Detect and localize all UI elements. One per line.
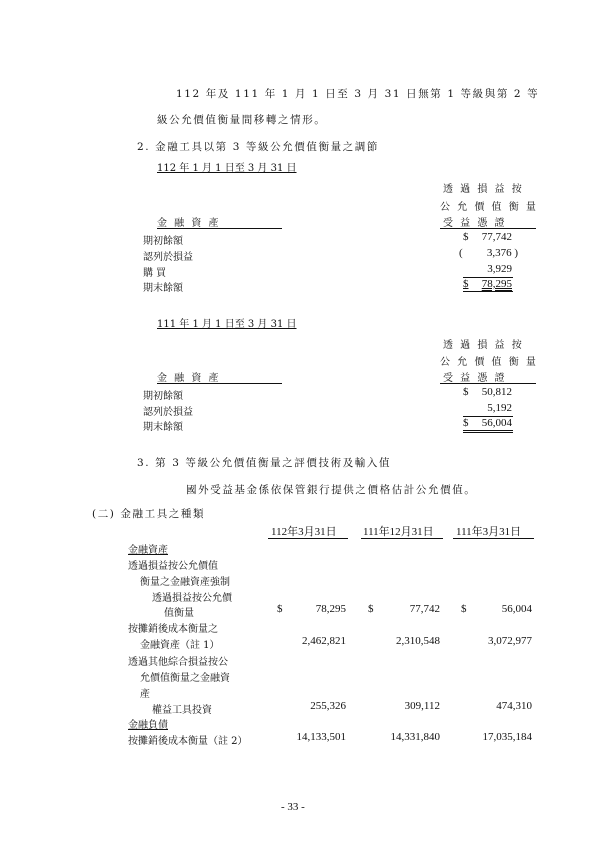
intro-line-2: 級公允價值衡量間移轉之情形。 [157,114,327,126]
row-1-label-line-2: 衡量之金融資產強制 [140,577,230,588]
col-header-2023-03-31: 112年3月31日 [271,526,337,538]
col-head-111-line-2: 公 允 價 值 衡 量 [440,357,538,368]
row-4-value-1: 14,133,501 [296,731,346,743]
row-4-value-3: 17,035,184 [482,731,532,743]
col-head-underline [440,383,536,384]
label-col-underline [157,383,282,384]
row-value: 56,004 [481,417,512,429]
financial-assets-header: 金融資產 [128,545,168,556]
currency-sign: $ [461,603,467,615]
row-value: 78,295 [481,278,512,290]
row-label: 期末餘額 [143,422,183,433]
currency-sign: $ [277,603,283,615]
row-1-label-line-1: 透過損益按公允價值 [128,561,218,572]
row-1-value-3: 56,004 [501,603,532,615]
row-1-value-1: 78,295 [315,603,346,615]
row-1-value-2: 77,742 [409,603,440,615]
row-label: 認列於損益 [143,252,193,263]
label-col-underline [157,228,282,229]
row-2-value-2: 2,310,548 [396,635,440,647]
row-3-label-line-2: 允價值衡量之金融資 [140,673,230,684]
section-3-title: 3. 第 3 等級公允價值衡量之評價技術及輸入值 [137,457,392,469]
row-value: 50,812 [481,386,512,398]
row-label: 認列於損益 [143,407,193,418]
row-value: 5,192 [487,402,512,414]
row-value: 3,376 ) [486,247,518,259]
row-3-value-2: 309,112 [404,700,440,712]
row-3-label-line-1: 透過其他綜合損益按公 [128,657,228,668]
row-3-value-3: 474,310 [496,700,532,712]
section-2-title: 2. 金融工具以第 3 等級公允價值衡量之調節 [137,141,380,153]
row-1-label-line-3: 透過損益按公允價 [152,593,232,604]
col-head-112-line-1: 透 過 損 益 按 [443,184,524,195]
row-3-value-1: 255,326 [310,700,346,712]
row-value: 77,742 [481,231,512,243]
col-header-2022-03-31: 111年3月31日 [456,526,522,538]
col-underline-1 [268,538,348,539]
col-head-111-line-3: 受 益 憑 證 [443,373,507,384]
row-4-value-2: 14,331,840 [390,731,440,743]
total-underline-1 [463,430,513,431]
row-label: 期末餘額 [143,283,183,294]
row-3-label-line-3: 產 [140,689,150,700]
col-underline-3 [453,538,534,539]
intro-line-1: 112 年及 111 年 1 月 1 日至 3 月 31 日無第 1 等級與第 2 等 [176,88,540,100]
row-2-label-line-1: 按攤銷後成本衡量之 [128,624,218,635]
row-4-label: 按攤銷後成本衡量（註 2） [128,736,248,747]
period-112-heading: 112 年 1 月 1 日至 3 月 31 日 [157,163,297,174]
part-2-title: (二) 金融工具之種類 [92,508,206,520]
row-label: 期初餘額 [143,391,183,402]
currency-sign: $ [463,231,469,243]
row-2-value-1: 2,462,821 [302,635,346,647]
paren-open: ( [459,247,463,259]
label-col-112: 金 融 資 產 [157,218,221,229]
page-number: - 33 - [281,801,305,813]
currency-sign: $ [463,417,469,429]
total-double-underline [463,291,513,292]
col-head-112-line-3: 受 益 憑 證 [443,218,507,229]
currency-sign: $ [463,386,469,398]
col-underline-2 [361,538,443,539]
row-2-value-3: 3,072,977 [488,635,532,647]
currency-sign: $ [368,603,374,615]
row-1-label-line-4: 值衡量 [164,608,194,619]
label-col-111: 金 融 資 產 [157,373,221,384]
financial-liabilities-header: 金融負債 [128,720,168,731]
period-111-heading: 111 年 1 月 1 日至 3 月 31 日 [157,319,297,330]
col-head-underline [440,228,536,229]
col-head-112-line-2: 公 允 價 值 衡 量 [440,202,538,213]
currency-sign: $ [463,278,469,290]
col-head-111-line-1: 透 過 損 益 按 [443,340,524,351]
row-label: 期初餘額 [143,236,183,247]
row-label: 購 買 [143,268,167,279]
row-2-label-line-2: 金融資產（註 1） [140,640,220,651]
row-3-label-line-4: 權益工具投資 [152,705,212,716]
col-header-2022-12-31: 111年12月31日 [363,526,434,538]
total-underline-2 [463,432,513,433]
row-value: 3,929 [487,263,512,275]
section-3-body: 國外受益基金係依保管銀行提供之價格估計公允價值。 [186,484,477,496]
